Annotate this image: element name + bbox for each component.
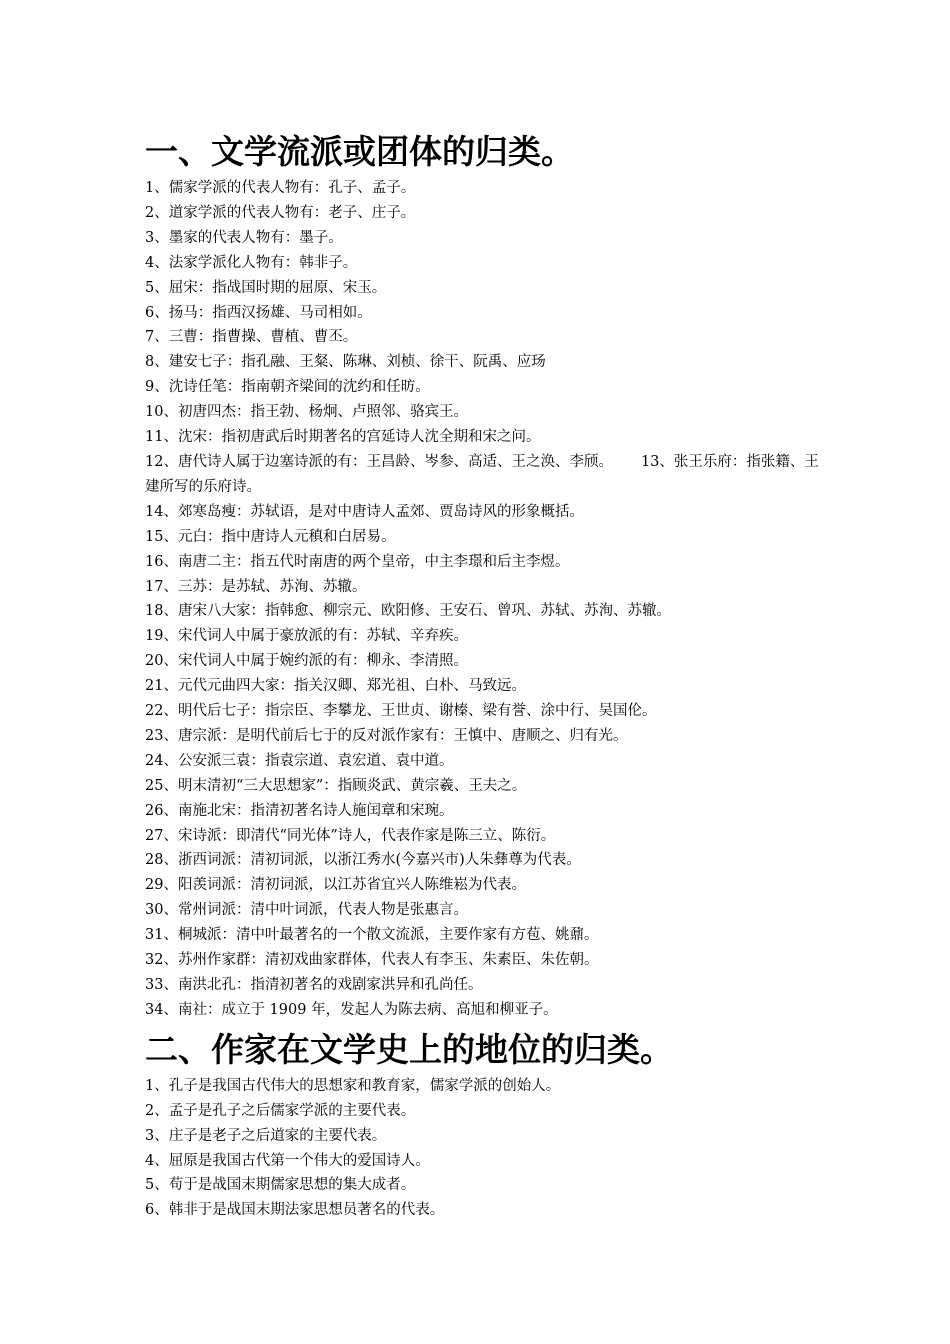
list-item: 17、三苏：是苏轼、苏洵、苏辙。 (145, 578, 367, 595)
list-item: 23、唐宗派：是明代前后七于的反对派作家有：王慎中、唐顺之、归有光。 (145, 727, 628, 744)
list-item: 12、唐代诗人属于边塞诗派的有：王昌龄、岑参、高适、王之涣、李颀。 (145, 453, 613, 470)
list-item: 6、韩非于是战国末期法家思想员著名的代表。 (145, 1202, 445, 1219)
list-item: 5、苟于是战国末期儒家思想的集大成者。 (145, 1177, 416, 1194)
section-heading: 一、文学流派或团体的归类。 (145, 132, 574, 171)
list-item: 30、常州词派：清中叶词派，代表人物是张惠言。 (145, 902, 468, 919)
list-item: 22、明代后七子：指宗臣、李攀龙、王世贞、谢榛、梁有誉、涂中行、吴国伦。 (145, 703, 657, 720)
list-item: 26、南施北宋：指清初著名诗人施闰章和宋琬。 (145, 802, 454, 819)
list-item: 28、浙西词派：清初词派，以浙江秀水(今嘉兴市)人朱彝尊为代表。 (145, 852, 581, 869)
list-item: 33、南洪北孔：指清初著名的戏剧家洪异和孔尚任。 (145, 977, 483, 993)
list-item: 2、孟子是孔子之后儒家学派的主要代表。 (145, 1102, 416, 1119)
list-item: 15、元白：指中唐诗人元稹和白居易。 (145, 528, 396, 545)
list-item: 7、三曹：指曹操、曹植、曹丕。 (145, 329, 358, 346)
list-item: 34、南社：成立于 1909 年，发起人为陈去病、高旭和柳亚子。 (145, 1001, 558, 1018)
list-item: 1、孔子是我国古代伟大的思想家和教育家，儒家学派的创始人。 (145, 1077, 561, 1094)
list-item-combined (145, 450, 825, 500)
list-item: 5、屈宋：指战国时期的屈原、宋玉。 (145, 279, 387, 296)
list-item: 4、屈原是我国古代第一个伟大的爱国诗人。 (145, 1152, 430, 1169)
list-item: 9、沈诗任笔：指南朝齐梁间的沈约和任昉。 (145, 379, 430, 396)
list-item: 6、扬马：指西汉扬雄、马司相如。 (145, 304, 372, 321)
list-item: 10、初唐四杰：指王勃、杨炯、卢照邻、骆宾王。 (145, 404, 468, 421)
list-item: 11、沈宋：指初唐武后时期著名的宫延诗人沈全期和宋之问。 (145, 429, 541, 446)
list-item: 25、明末清初“三大思想家”：指顾炎武、黄宗羲、王夫之。 (145, 777, 527, 794)
list-item: 20、宋代词人中属于婉约派的有：柳永、李清照。 (145, 653, 468, 670)
list-item: 27、宋诗派：即清代“同光体”诗人，代表作家是陈三立、陈衍。 (145, 827, 556, 844)
list-item: 16、南唐二主：指五代时南唐的两个皇帝，中主李璟和后主李煜。 (145, 553, 570, 570)
list-item: 2、道家学派的代表人物有：老子、庄子。 (145, 204, 416, 221)
list-item: 1、儒家学派的代表人物有：孔子、孟子。 (145, 180, 416, 196)
list-item: 3、墨家的代表人物有：墨子。 (145, 229, 343, 246)
list-item: 8、建安七子：指孔融、王粲、陈琳、刘桢、徐干、阮禹、应玚 (145, 354, 546, 371)
document-page (145, 128, 825, 1223)
list-item: 32、苏州作家群：清初戏曲家群体，代表人有李玉、朱素臣、朱佐朝。 (145, 952, 599, 969)
item-list (145, 176, 825, 1023)
section-writer-status (145, 1026, 825, 1223)
list-item: 19、宋代词人中属于豪放派的有：苏轼、辛弃疾。 (145, 628, 468, 645)
list-item: 18、唐宋八大家：指韩愈、柳宗元、欧阳修、王安石、曾巩、苏轼、苏洵、苏辙。 (145, 603, 671, 620)
list-item: 3、庄子是老子之后道家的主要代表。 (145, 1127, 387, 1144)
list-item: 21、元代元曲四大家：指关汉卿、郑光祖、白朴、马致远。 (145, 678, 526, 695)
item-list (145, 1074, 825, 1223)
list-item: 29、阳羡词派：清初词派，以江苏省宜兴人陈维崧为代表。 (145, 877, 526, 894)
list-item: 4、法家学派化人物有：韩非子。 (145, 254, 358, 271)
section-literary-schools (145, 128, 825, 1023)
list-item: 31、桐城派：清中叶最著名的一个散文流派，主要作家有方苞、姚鼐。 (145, 927, 599, 944)
section-heading: 二、作家在文学史上的地位的归类。 (145, 1029, 673, 1069)
list-item: 13、张王乐府：指张籍、王建所写的乐府诗。 (145, 453, 819, 495)
list-item: 14、郊寒岛瘦：苏轼语，是对中唐诗人孟郊、贾岛诗风的形象概括。 (145, 503, 584, 520)
list-item: 24、公安派三袁：指袁宗道、袁宏道、袁中道。 (145, 752, 454, 769)
